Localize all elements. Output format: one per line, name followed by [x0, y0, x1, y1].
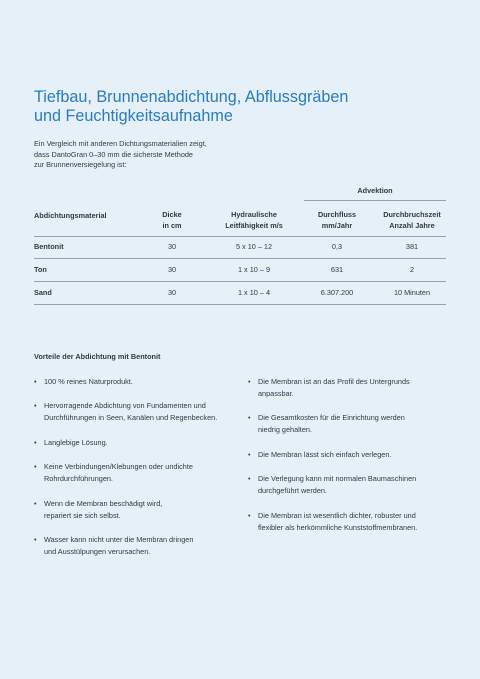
list-item-text: Durchführungen in Seen, Kanälen und Regenbecken.: [44, 413, 218, 423]
page-title: [34, 88, 454, 126]
row-2-conductivity: 1 x 10 – 9: [237, 265, 271, 274]
bullet: •: [34, 377, 37, 386]
header-breakthrough-line-1: Durchbruchszeit: [383, 210, 441, 219]
bullet: •: [248, 413, 251, 423]
list-item-text: Die Gesamtkosten für die Einrichtung werden: [258, 413, 405, 423]
bullet: •: [34, 462, 37, 472]
row-1-thickness: 30: [167, 242, 177, 251]
advantages-list-right: [248, 376, 458, 546]
page-title-line-2: und Feuchtigkeitsaufnahme: [34, 107, 233, 125]
row-2-flow: 631: [330, 265, 344, 274]
intro-line-2: dass DantoGran 0–30 mm die sicherste Methode: [34, 149, 193, 159]
bullet: •: [34, 534, 37, 544]
header-thickness-line-2: in cm: [162, 221, 182, 230]
list-item: [248, 449, 458, 461]
intro-line-3: zur Brunnenversiegelung ist:: [34, 160, 127, 170]
bullet: •: [248, 474, 251, 484]
list-item: [34, 376, 244, 388]
header-material-label: Abdichtungsmaterial: [34, 211, 107, 220]
list-item: [248, 376, 458, 400]
header-divider: [34, 236, 446, 237]
list-item: [248, 473, 458, 497]
row-1-flow: 0,3: [331, 242, 343, 251]
row-divider: [34, 258, 446, 259]
list-item: [248, 510, 458, 534]
advantages-list-left: [34, 376, 244, 570]
list-item-text: Keine Verbindungen/Klebungen oder undichte: [44, 462, 193, 472]
list-item-text: durchgeführt werden.: [258, 486, 327, 496]
row-3-conductivity: 1 x 10 – 4: [237, 288, 271, 297]
header-breakthrough-line-2: Anzahl Jahre: [389, 221, 435, 230]
row-3-material: Sand: [34, 288, 52, 297]
table-bottom-divider: [34, 304, 446, 305]
list-item-text: flexibler als herkömmliche Kunststoffmembranen.: [258, 522, 418, 532]
list-item-text: Langlebige Lösung.: [44, 437, 108, 447]
header-flow-line-2: mm/Jahr: [321, 221, 353, 230]
list-item-text: Rohrdurchführungen.: [44, 474, 113, 484]
bullet: •: [34, 401, 37, 411]
list-item-text: Die Membran ist an das Profil des Untergrunds: [258, 377, 410, 386]
list-item-text: 100 % reines Naturprodukt.: [44, 377, 133, 386]
intro-paragraph: [34, 139, 294, 171]
list-item-text: Hervorragende Abdichtung von Fundamenten und: [44, 401, 206, 411]
row-divider: [34, 281, 446, 282]
intro-line-1: Ein Vergleich mit anderen Dichtungsmaterialien zeigt,: [34, 139, 207, 148]
header-conductivity: [214, 209, 294, 231]
list-item-text: niedrig gehalten.: [258, 425, 312, 435]
table-group-header: Advektion: [357, 186, 393, 195]
list-item-text: Die Membran lässt sich einfach verlegen.: [258, 449, 392, 459]
header-flow-line-1: Durchfluss: [317, 210, 357, 219]
row-1-material: Bentonit: [34, 242, 64, 251]
list-item-text: Die Membran ist wesentlich dichter, robuster und: [258, 510, 416, 520]
row-2-thickness: 30: [167, 265, 177, 274]
bullet: •: [248, 510, 251, 520]
list-item: [34, 534, 244, 558]
row-1-conductivity: 5 x 10 – 12: [235, 242, 273, 251]
list-item-text: Die Verlegung kann mit normalen Baumaschinen: [258, 474, 417, 484]
bullet: •: [248, 449, 251, 459]
header-flow: [304, 209, 370, 231]
page-title-line-1: Tiefbau, Brunnenabdichtung, Abflussgräben: [34, 88, 349, 106]
list-item-text: Wenn die Membran beschädigt wird,: [44, 498, 163, 508]
list-item: [248, 412, 458, 436]
header-thickness-line-1: Dicke: [162, 210, 182, 219]
header-conductivity-line-2: Leitfähigkeit m/s: [225, 221, 283, 230]
list-item: [34, 400, 244, 424]
list-item-text: anpassbar.: [258, 389, 294, 398]
group-header-divider: [304, 200, 446, 201]
row-2-material: Ton: [34, 265, 47, 274]
row-3-flow: 6.307.200: [320, 288, 354, 297]
list-item: [34, 461, 244, 485]
list-item: [34, 498, 244, 522]
list-item-text: repariert sie sich selbst.: [44, 510, 121, 520]
header-material: [34, 210, 107, 221]
row-2-breakthrough: 2: [409, 265, 415, 274]
header-conductivity-line-1: Hydraulische: [231, 210, 277, 219]
list-item: [34, 437, 244, 449]
bullet: •: [34, 498, 37, 508]
row-3-thickness: 30: [167, 288, 177, 297]
row-1-breakthrough: 381: [405, 242, 419, 251]
advantages-heading: Vorteile der Abdichtung mit Bentonit: [34, 352, 161, 361]
list-item-text: und Ausstülpungen verursachen.: [44, 546, 151, 556]
list-item-text: Wasser kann nicht unter die Membran dringen: [44, 534, 194, 544]
bullet: •: [34, 437, 37, 447]
header-breakthrough: [374, 209, 450, 231]
header-thickness: [146, 209, 198, 231]
row-3-breakthrough: 10 Minuten: [393, 288, 431, 297]
bullet: •: [248, 377, 251, 386]
